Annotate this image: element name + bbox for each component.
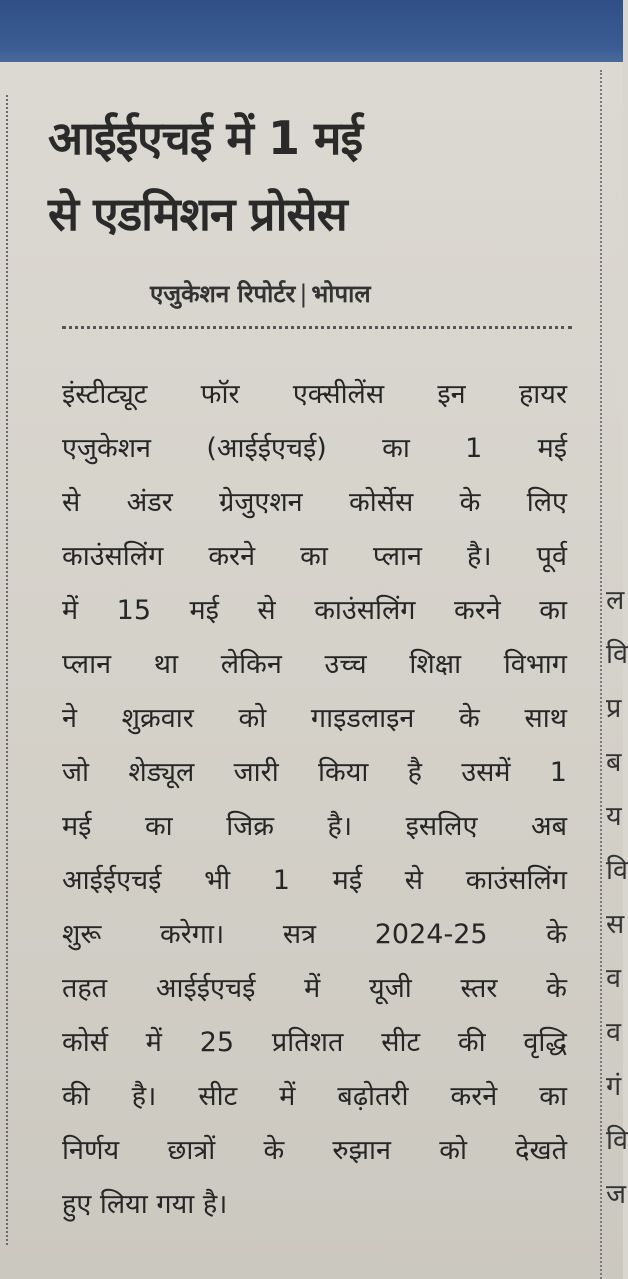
body-line: आईईएचई भी 1 मई से काउंसलिंग (62, 865, 567, 896)
fragment: य (606, 801, 622, 832)
fragment: ल (606, 585, 625, 616)
body-line: मई का जिक्र है। इसलिए अब (62, 811, 567, 842)
body-line: एजुकेशन (आईईएचई) का 1 मई (62, 433, 567, 464)
fragment: वि (606, 1125, 628, 1156)
body-line: इंस्टीट्यूट फॉर एक्सीलेंस इन हायर (62, 379, 567, 410)
body-line: काउंसलिंग करने का प्लान है। पूर्व (62, 541, 567, 572)
fragment: व (606, 1017, 622, 1048)
fragment: व (606, 963, 622, 994)
body-line: प्लान था लेकिन उच्च शिक्षा विभाग (62, 649, 567, 680)
fragment (606, 520, 623, 574)
body-line: की है। सीट में बढ़ोतरी करने का (62, 1081, 567, 1112)
byline-separator: | (299, 280, 308, 308)
fragment: वि (606, 855, 628, 886)
body-line: में 15 मई से काउंसलिंग करने का (62, 595, 567, 626)
column-rule-right (600, 70, 602, 1279)
fragment: ब (606, 747, 622, 778)
body-line: तहत आईईएचई में यूजी स्तर के (62, 973, 567, 1004)
body-line: निर्णय छात्रों के रुझान को देखते (62, 1135, 567, 1166)
fragment: प्र (606, 693, 622, 724)
article-body (62, 368, 567, 1232)
byline-city: भोपाल (311, 280, 371, 308)
byline-author: एजुकेशन रिपोर्टर (150, 280, 296, 308)
body-line: कोर्स में 25 प्रतिशत सीट की वृद्धि (62, 1027, 567, 1058)
fragment: स (606, 909, 625, 940)
article-headline (48, 100, 548, 252)
body-line: ने शुक्रवार को गाइडलाइन के साथ (62, 703, 567, 734)
body-line: शुरू करेगा। सत्र 2024-25 के (62, 919, 567, 950)
background-cloth (0, 0, 623, 68)
article-byline (150, 272, 530, 316)
body-line: हुए लिया गया है। (62, 1189, 228, 1220)
fragment: ज (606, 1179, 627, 1210)
headline-line: से एडमिशन प्रोसेस (48, 187, 347, 241)
byline-divider (62, 326, 572, 329)
fragment: वि (606, 639, 628, 670)
body-line: से अंडर ग्रेजुएशन कोर्सेस के लिए (62, 487, 567, 518)
body-line: जो शेड्यूल जारी किया है उसमें 1 (62, 757, 567, 788)
column-rule-left (6, 95, 8, 1245)
fragment: गं (606, 1071, 622, 1102)
headline-line: आईईएचई में 1 मई (48, 111, 363, 165)
adjacent-column-fragments (606, 520, 628, 1222)
